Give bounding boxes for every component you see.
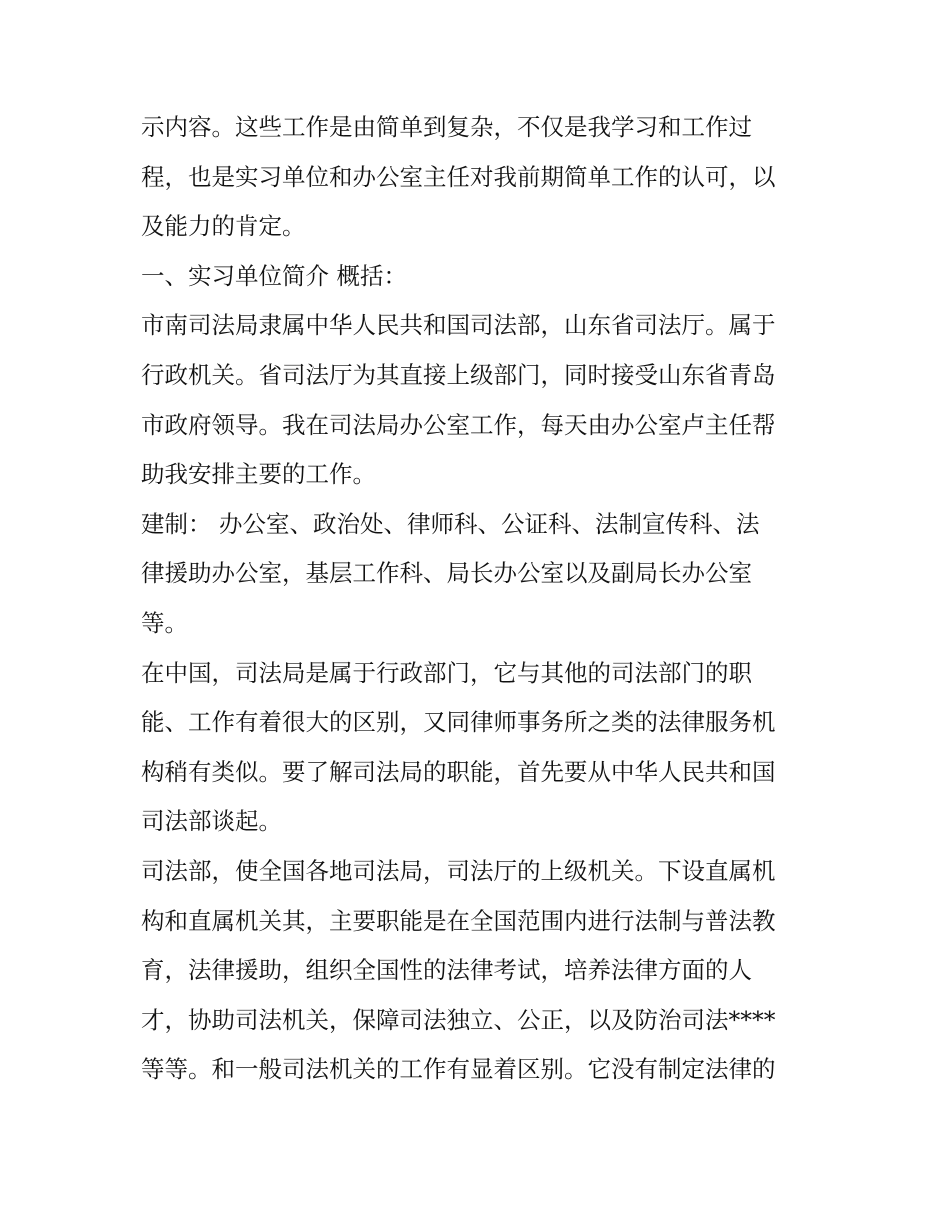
text-line: 助我安排主要的工作。 [141, 460, 376, 489]
text-line: 能、工作有着很大的区别，又同律师事务所之类的法律服务机 [141, 708, 776, 737]
document-body [141, 103, 821, 1095]
text-line: 等。 [141, 608, 188, 637]
section-heading: 一、实习单位简介 概括： [141, 261, 407, 290]
text-line: 才，协助司法机关，保障司法独立、公正，以及防治司法**** [141, 1005, 776, 1034]
text-line: 建制： 办公室、政治处、律师科、公证科、法制宣传科、法 [141, 509, 760, 538]
text-line: 市政府领导。我在司法局办公室工作，每天由办公室卢主任帮 [141, 410, 776, 439]
text-line: 行政机关。省司法厅为其直接上级部门，同时接受山东省青岛 [141, 360, 776, 389]
text-line: 在中国，司法局是属于行政部门，它与其他的司法部门的职 [141, 658, 752, 687]
text-line: 等等。和一般司法机关的工作有显着区别。它没有制定法律的 [141, 1055, 776, 1084]
text-line: 及能力的肯定。 [141, 212, 306, 241]
text-line: 司法部，使全国各地司法局，司法厅的上级机关。下设直属机 [141, 856, 776, 885]
text-line: 市南司法局隶属中华人民共和国司法部，山东省司法厅。属于 [141, 311, 776, 340]
text-line: 律援助办公室，基层工作科、局长办公室以及副局长办公室 [141, 559, 752, 588]
text-line: 司法部谈起。 [141, 807, 282, 836]
text-line: 构稍有类似。要了解司法局的职能，首先要从中华人民共和国 [141, 757, 776, 786]
text-line: 示内容。这些工作是由简单到复杂，不仅是我学习和工作过 [141, 113, 752, 141]
text-line: 程，也是实习单位和办公室主任对我前期简单工作的认可，以 [141, 162, 776, 191]
text-line: 育，法律援助，组织全国性的法律考试，培养法律方面的人 [141, 956, 752, 985]
text-line: 构和直属机关其，主要职能是在全国范围内进行法制与普法教 [141, 906, 776, 935]
